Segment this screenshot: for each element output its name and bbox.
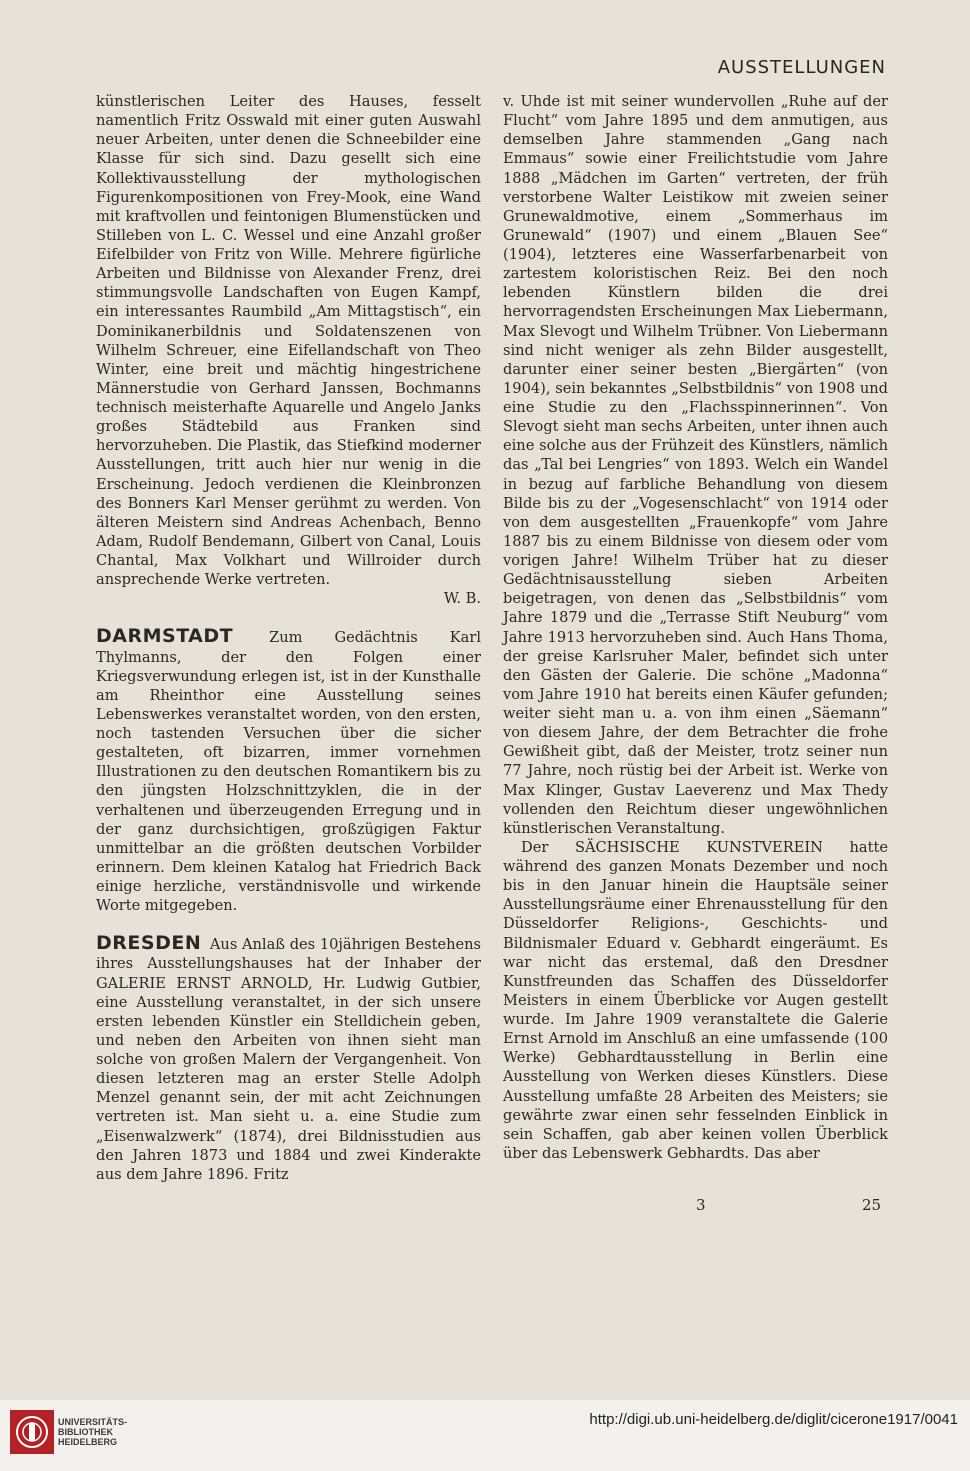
paragraph-saechsischer-kunstverein: Der SÄCHSISCHE KUNSTVEREIN hatte während des ganzen Monats Dezember und noch bis in den Januar hinein die Hauptsäle seiner Ausstellungsräume einer Ehrenausstellung für den Düsseldorfer Religions-, Geschichts- und Bildnismaler Eduard v. Gebhardt eingeräumt. Es war nicht das erstemal, daß den Dresdner Kunstfreunden das Schaffen des Düsseldorfer Meisters in einem Überblicke vor Augen gestellt wurde. Im Jahre 1909 veranstaltete die Galerie Ernst Arnold im Anschluß an eine umfassende (100 Werke) Gebhardtausstellung in Berlin eine Ausstellung von Werken dieses Künstlers. Diese Ausstellung umfaßte 28 Arbeiten des Meisters; sie gewährte zwar einen sehr fesselnden Einblick in sein Schaffen, gab aber keinen vollen Überblick über das Lebenswerk Gebhardts. Das aber [503, 838, 888, 1162]
university-seal-icon[interactable] [10, 1410, 54, 1454]
city-heading-dresden: DRESDEN [96, 932, 202, 955]
library-name [58, 1417, 127, 1447]
author-signature: W. B. [443, 590, 481, 608]
section-darmstadt [96, 627, 481, 915]
library-name-line1: UNIVERSITÄTS- [58, 1417, 128, 1427]
darmstadt-text: Zum Gedächtnis Karl Thylmanns, der den Folgen einer Kriegsverwundung erlegen ist, ist in der Kunsthalle am Rheinthor eine Ausstellung seines Lebenswerkes veranstaltet worden, von den ersten, noch tastenden Versuchen über die sicher gestalteten, oft bizarren, immer vornehmen Illustrationen zu den deutschen Romantikern bis zu den jüngsten Holzschnittzyklen, die in der verhaltenen und überzeugenden Erregung und in der ganz durchsichtigen, großzügigen Faktur unmittelbar an die größten deutschen Vorbilder erinnern. Dem kleinen Katalog hat Friedrich Back einige herzliche, verständnisvolle und wirkende Worte mitgegeben. [96, 629, 482, 915]
dresden-text: Aus Anlaß des 10jährigen Bestehens ihres Ausstellungshauses hat der Inhaber der GALERIE ERNST ARNOLD, Hr. Ludwig Gutbier, eine Ausstellung veranstaltet, in der sich unsere ersten lebenden Künstler ein Stelldichein geben, und neben den Arbeiten von ihnen sieht man solche von großen Malern der Vergangenheit. Von diesen letzteren mag an erster Stelle Adolph Menzel genannt sein, der mit acht Zeichnungen vertreten ist. Man sieht u. a. eine Studie zum „Eisenwalzwerk“ (1874), drei Bildnisstudien aus den Jahren 1873 und 1884 und zwei Kinderakte aus dem Jahre 1896. Fritz [96, 936, 481, 1183]
library-name-line3: HEIDELBERG [58, 1437, 118, 1447]
right-column [503, 92, 888, 1163]
paragraph-duesseldorf-continued: künstlerischen Leiter des Hauses, fesselt namentlich Fritz Osswald mit einer guten Auswahl neuer Arbeiten, unter denen die Schneebilder eine Klasse für sich sind. Dazu gesellt sich eine Kollektivausstellung der mythologischen Figurenkompositionen von Frey-Mook, eine Wand mit kraftvollen und feintonigen Blumenstücken und Stilleben von L. C. Wessel und eine Anzahl großer Eifelbilder von Fritz von Wille. Mehrere figürliche Arbeiten und Bildnisse von Alexander Frenz, drei stimmungsvolle Landschaften von Eugen Kampf, ein interessantes Raumbild „Am Mittagstisch“, ein Dominikanerbildnis und Soldatenszenen von Wilhelm Schreuer, eine Eifellandschaft von Theo Winter, eine breit und mächtig hingestrichene Männerstudie von Gerhard Janssen, Bochmanns technisch meisterhafte Aquarelle und Angelo Janks großes Städtebild aus Franken sind hervorzuheben. Die Plastik, das Stiefkind moderner Ausstellungen, tritt auch hier nur wenig in die Erscheinung. Jedoch verdienen die Kleinbronzen des Bonners Karl Menser gerühmt zu werden. Von älteren Meistern sind Andreas Achenbach, Benno Adam, Rudolf Bendemann, Gilbert von Canal, Louis Chantal, Max Volkhart und Willroider durch ansprechende Werke vertreten. [96, 93, 481, 589]
library-name-line2: BIBLIOTHEK [58, 1427, 113, 1437]
paragraph-dresden-continued: v. Uhde ist mit seiner wundervollen „Ruhe auf der Flucht“ vom Jahre 1895 und dem anmutigen, aus demselben Jahre stammenden „Gang nach Emmaus“ sowie einer Freilichtstudie vom Jahre 1888 „Mädchen im Garten“ vertreten, der früh verstorbene Walter Leistikow mit zweien seiner Grunewaldmotive, einem „Sommerhaus im Grunewald“ (1907) und einem „Blauen See“ (1904), letzteres eine Wasserfarbenarbeit von zartestem koloristischen Reiz. Bei den noch lebenden Künstlern bilden die drei hervorragendsten Erscheinungen Max Liebermann, Max Slevogt und Wilhelm Trübner. Von Liebermann sind nicht weniger als zehn Bilder ausgestellt, darunter einer seiner besten „Biergärten“ (von 1904), sein bekanntes „Selbstbildnis“ von 1908 und eine Studie zu den „Flachsspinnerinnen“. Von Slevogt sieht man sechs Arbeiten, unter ihnen auch eine solche aus der Frühzeit des Künstlers, nämlich das „Tal bei Lengries“ von 1893. Welch ein Wandel in bezug auf farbliche Behandlung von diesem Bilde bis zu der „Vogesenschlacht“ von 1914 oder von dem ausgestellten „Frauenkopfe“ vom Jahre 1887 bis zu einem Bildnisse von diesem oder vom vorigen Jahre! Wilhelm Trüber hat zu dieser Gedächtnisausstellung sieben Arbeiten beigetragen, von denen das „Selbstbildnis“ vom Jahre 1879 und die „Terrasse Stift Neuburg“ vom Jahre 1913 hervorzuheben sind. Auch Hans Thoma, der greise Karlsruher Maler, befindet sich unter den Gästen der Galerie. Die schöne „Madonna“ vom Jahre 1910 hat bereits einen Käufer gefunden; weiter sieht man u. a. von ihm einen „Säemann“ von diesem Jahre, der dem Betrachter die frohe Gewißheit gibt, daß der Meister, trotz seiner nun 77 Jahre, noch rüstig bei der Arbeit ist. Werke von Max Klinger, Gustav Laeverenz und Max Thedy vollenden den Reichtum dieser ungewöhnlichen künstlerischen Veranstaltung. [503, 93, 888, 837]
city-heading-darmstadt: DARMSTADT [96, 625, 234, 648]
section-dresden [96, 934, 481, 1184]
permalink-url[interactable]: http://digi.ub.uni-heidelberg.de/diglit/cicerone1917/0041 [589, 1411, 958, 1428]
page-number: 25 [862, 1196, 882, 1214]
signature-mark: 3 [696, 1196, 706, 1214]
left-column [96, 92, 481, 1184]
running-head: AUSSTELLUNGEN [717, 57, 886, 78]
